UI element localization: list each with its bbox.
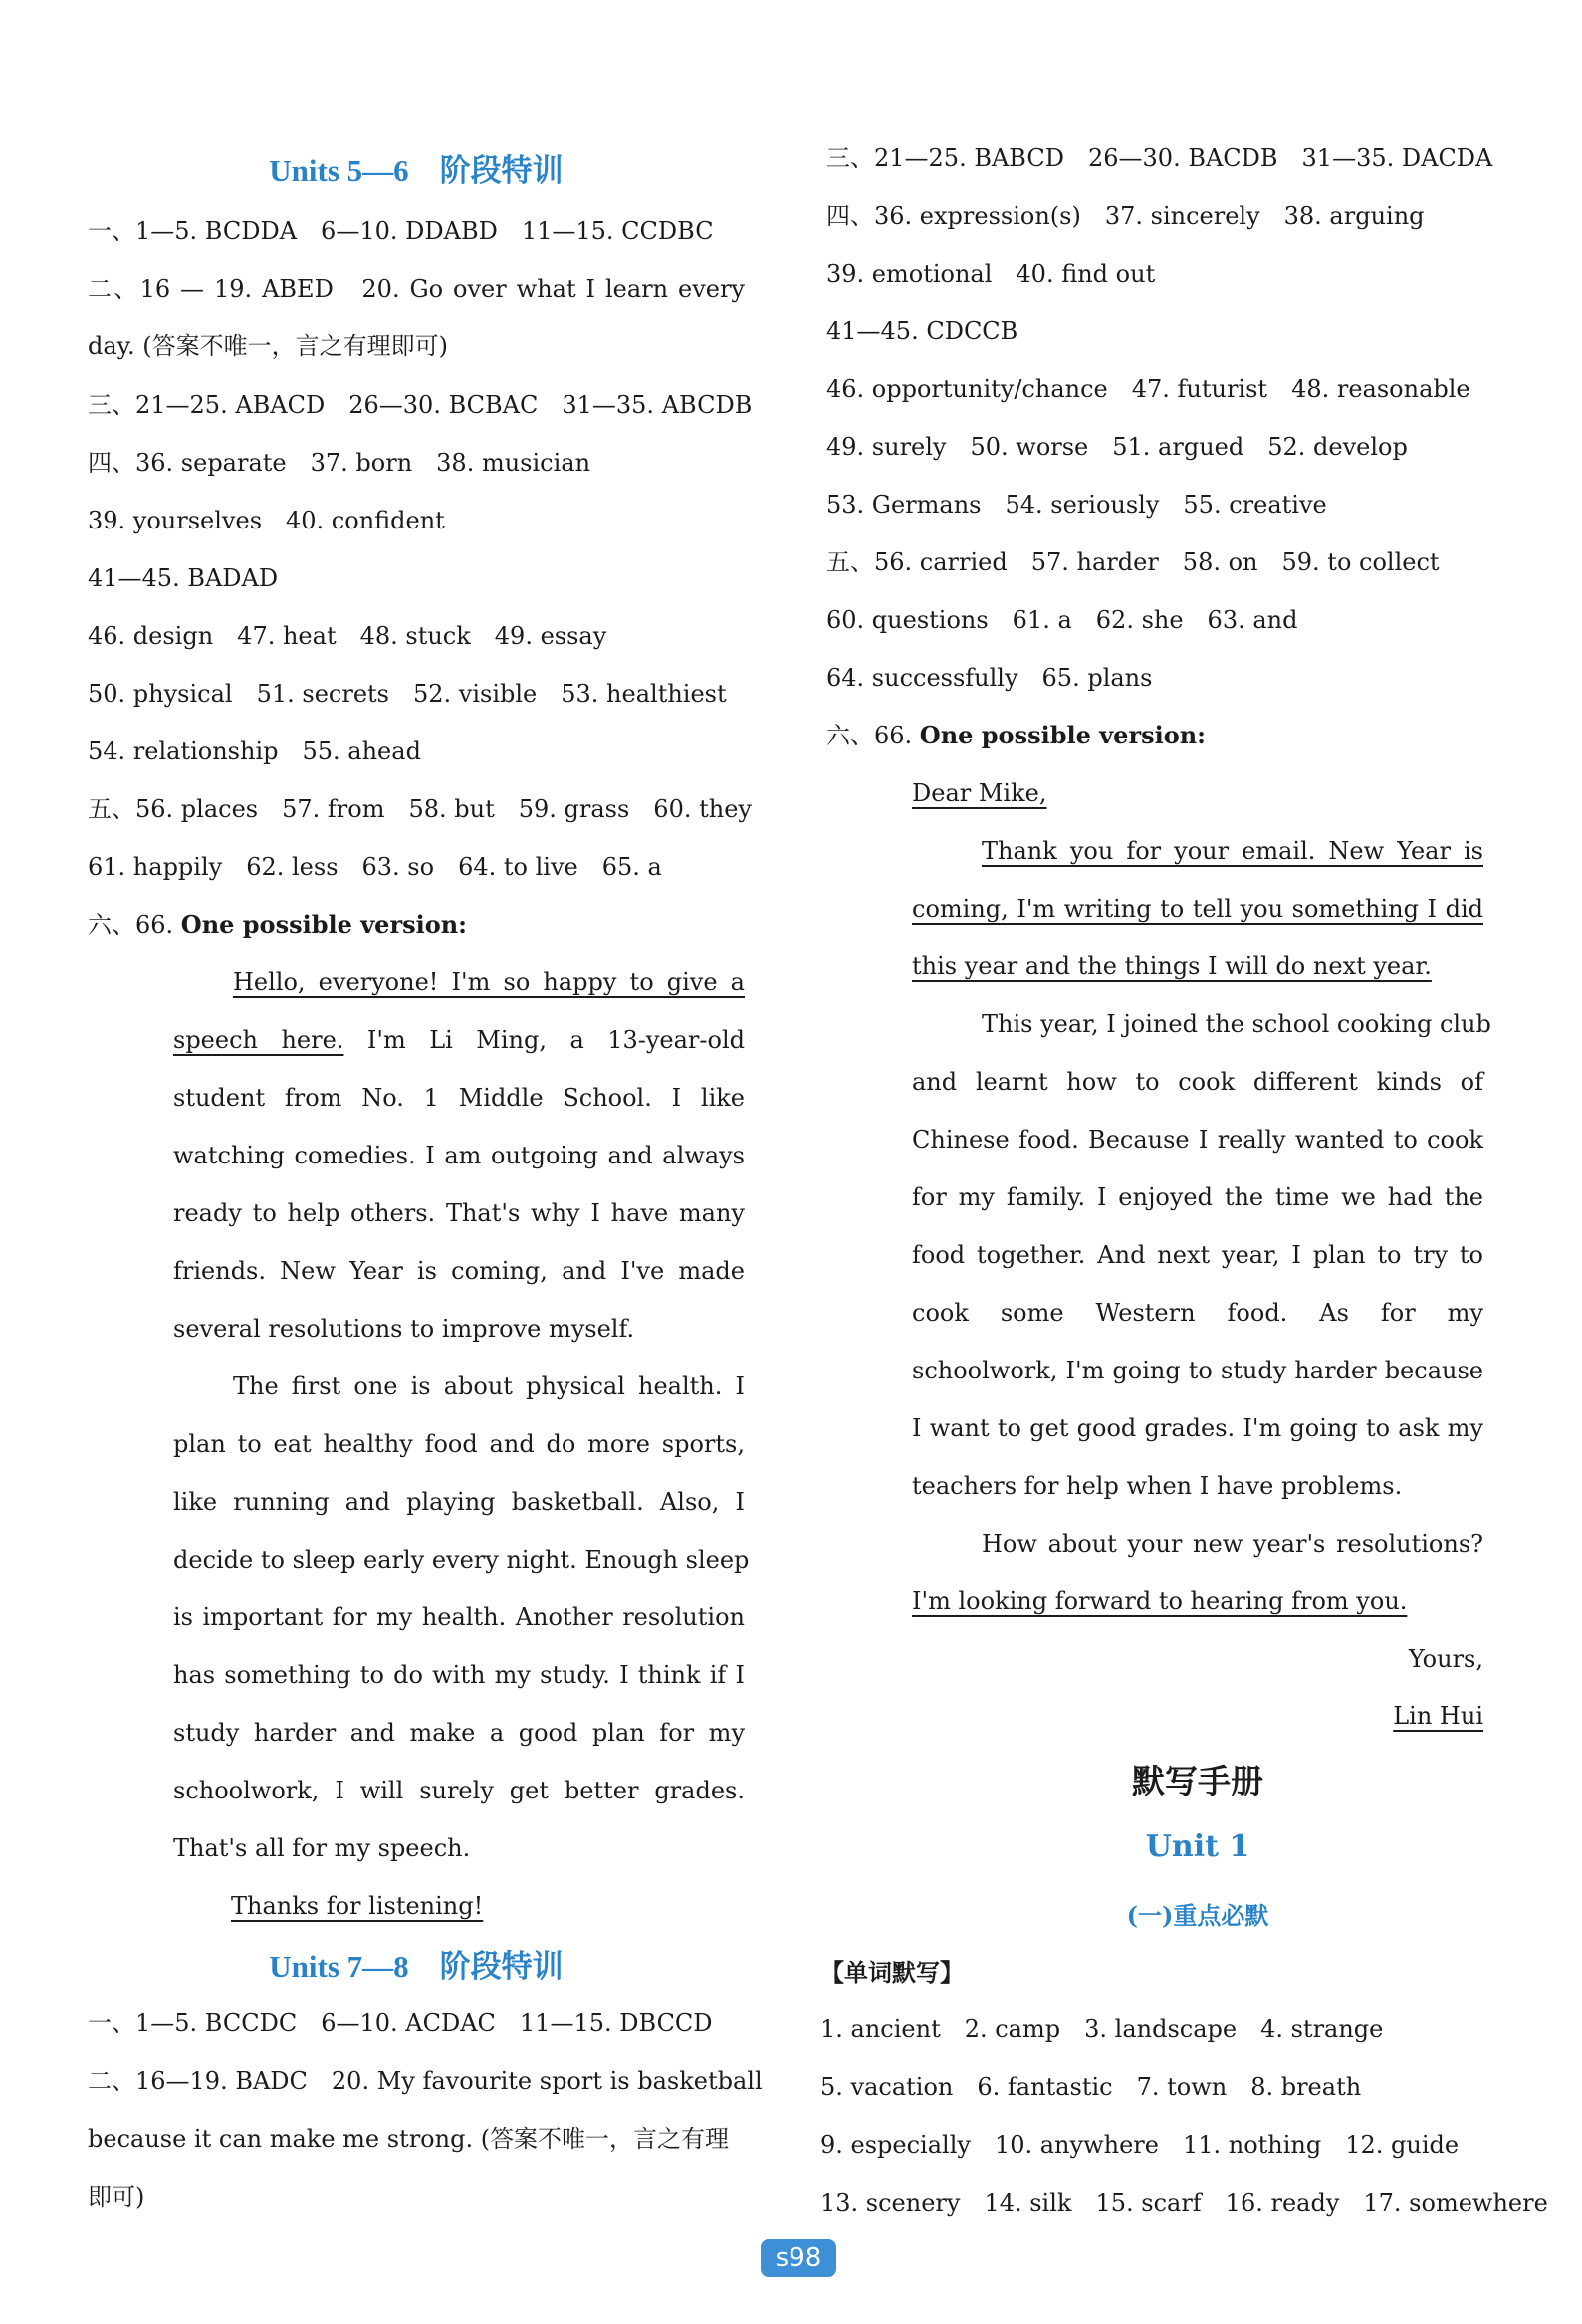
answer-line: 二、16 — 19. ABED 20. Go over what I learn every (88, 275, 745, 303)
essay-line: decide to sleep early every night. Enough sleep (173, 1546, 750, 1574)
essay-line: study harder and make a good plan for my (173, 1719, 745, 1747)
essay-line: ready to help others. That's why I have many (173, 1199, 745, 1227)
essay-line (231, 1889, 745, 1923)
answer-number: 六、66. (88, 911, 181, 939)
letter-underlined: coming, I'm writing to tell you something I did (912, 895, 1483, 923)
answer-line: 一、1—5. BCDDA 6—10. DDABD 11—15. CCDBC (88, 217, 714, 245)
section-title-units-7-8: Units 7—8 阶段特训 (269, 1949, 564, 1984)
letter-line: cook some Western food. As for my (912, 1299, 1483, 1327)
essay-line: has something to do with my study. I think if I (173, 1661, 745, 1689)
letter-underlined: Dear Mike, (912, 779, 1047, 807)
letter-line: I want to get good grades. I'm going to ask my (912, 1414, 1483, 1442)
answer-number: 六、66. (826, 722, 920, 749)
letter-underlined: Lin Hui (1393, 1702, 1483, 1730)
answer-line: 四、36. separate 37. born 38. musician (88, 449, 591, 477)
version-label: One possible version: (919, 721, 1207, 749)
answer-line: 三、21—25. BABCD 26—30. BACDB 31—35. DACDA (826, 144, 1493, 172)
sub-title: (一)重点必默 (1126, 1901, 1269, 1930)
page-number: s98 (761, 2239, 836, 2277)
essay-line: That's all for my speech. (173, 1834, 471, 1862)
essay-underlined: Thanks for listening! (231, 1892, 484, 1920)
answer-line: day. (答案不唯一，言之有理即可) (88, 332, 449, 360)
answer-line (826, 719, 1483, 752)
answer-line: because it can make me strong. (答案不唯一，言之有理 (88, 2125, 730, 2153)
answer-line: 五、56. carried 57. harder 58. on 59. to collect (826, 548, 1440, 576)
letter-line (912, 776, 1483, 810)
answer-line: 五、56. places 57. from 58. but 59. grass 60. they (88, 795, 752, 823)
word-line: 13. scenery 14. silk 15. scarf 16. ready 17. somewhere (820, 2189, 1548, 2217)
letter-line: schoolwork, I'm going to study harder because (912, 1357, 1483, 1384)
essay-line: student from No. 1 Middle School. I like (173, 1084, 745, 1112)
essay-line: The first one is about physical health. I (233, 1373, 745, 1400)
letter-line: This year, I joined the school cooking club (982, 1010, 1491, 1038)
answer-line: 46. design 47. heat 48. stuck 49. essay (88, 622, 607, 650)
answer-line: 50. physical 51. secrets 52. visible 53. healthiest (88, 680, 727, 708)
answer-line: 41—45. CDCCB (826, 317, 1018, 345)
version-label: One possible version: (180, 910, 468, 939)
unit-title: Unit 1 (1145, 1829, 1250, 1864)
letter-closing: Yours, (1408, 1645, 1483, 1673)
essay-line: is important for my health. Another resolution (173, 1603, 745, 1631)
answer-line (88, 908, 745, 942)
answer-line: 三、21—25. ABACD 26—30. BCBAC 31—35. ABCDB (88, 391, 753, 419)
essay-line: like running and playing basketball. Also, I (173, 1488, 745, 1516)
essay-line: schoolwork, I will surely get better grades. (173, 1777, 745, 1804)
essay-line (173, 1023, 745, 1057)
essay-underlined: speech here. (173, 1026, 344, 1054)
answer-line: 64. successfully 65. plans (826, 664, 1153, 692)
manual-title: 默写手册 (1132, 1762, 1263, 1800)
letter-line: for my family. I enjoyed the time we had the (912, 1183, 1483, 1211)
essay-line: friends. New Year is coming, and I've made (173, 1257, 745, 1285)
answer-line: 39. emotional 40. find out (826, 260, 1156, 288)
letter-underlined: I'm looking forward to hearing from you. (912, 1587, 1408, 1615)
letter-line: food together. And next year, I plan to try to (912, 1241, 1483, 1269)
answer-line: 53. Germans 54. seriously 55. creative (826, 491, 1327, 519)
answer-line: 二、16—19. BADC 20. My favourite sport is basketball (88, 2067, 763, 2095)
answer-line: 60. questions 61. a 62. she 63. and (826, 606, 1298, 634)
essay-underlined: Hello, everyone! I'm so happy to give a (233, 968, 745, 996)
word-line: 9. especially 10. anywhere 11. nothing 12. guide (820, 2131, 1460, 2159)
essay-text: I'm Li Ming, a 13-year-old (343, 1026, 746, 1054)
letter-line: teachers for help when I have problems. (912, 1472, 1403, 1500)
word-line: 1. ancient 2. camp 3. landscape 4. strange (820, 2015, 1384, 2043)
letter-line (912, 1585, 1483, 1618)
essay-line (233, 965, 745, 999)
answer-line: 39. yourselves 40. confident (88, 507, 445, 534)
answer-line: 49. surely 50. worse 51. argued 52. develop (826, 433, 1408, 461)
answer-line: 一、1—5. BCCDC 6—10. ACDAC 11—15. DBCCD (88, 2009, 713, 2037)
essay-line: plan to eat healthy food and do more sports, (173, 1430, 745, 1458)
essay-line: watching comedies. I am outgoing and always (173, 1142, 745, 1169)
answer-line: 四、36. expression(s) 37. sincerely 38. arguing (826, 202, 1425, 230)
letter-line (912, 950, 1483, 983)
essay-line: several resolutions to improve myself. (173, 1315, 635, 1343)
answer-line: 即可) (88, 2183, 145, 2211)
letter-line: and learnt how to cook different kinds of (912, 1068, 1483, 1096)
letter-line (912, 892, 1483, 926)
letter-signature (826, 1699, 1483, 1733)
answer-line: 41—45. BADAD (88, 564, 279, 592)
answer-line: 54. relationship 55. ahead (88, 738, 421, 765)
word-dictation-heading: 【单词默写】 (820, 1958, 964, 1987)
letter-line (982, 834, 1483, 868)
section-title-units-5-6: Units 5—6 阶段特训 (269, 153, 564, 188)
answer-line: 46. opportunity/chance 47. futurist 48. reasonable (826, 375, 1470, 403)
letter-line: Chinese food. Because I really wanted to cook (912, 1126, 1483, 1154)
letter-line: How about your new year's resolutions? (982, 1530, 1483, 1558)
answer-line: 61. happily 62. less 63. so 64. to live 65. a (88, 853, 662, 881)
word-line: 5. vacation 6. fantastic 7. town 8. breath (820, 2073, 1362, 2101)
letter-underlined: Thank you for your email. New Year is (982, 837, 1483, 865)
letter-underlined: this year and the things I will do next year. (912, 952, 1432, 980)
